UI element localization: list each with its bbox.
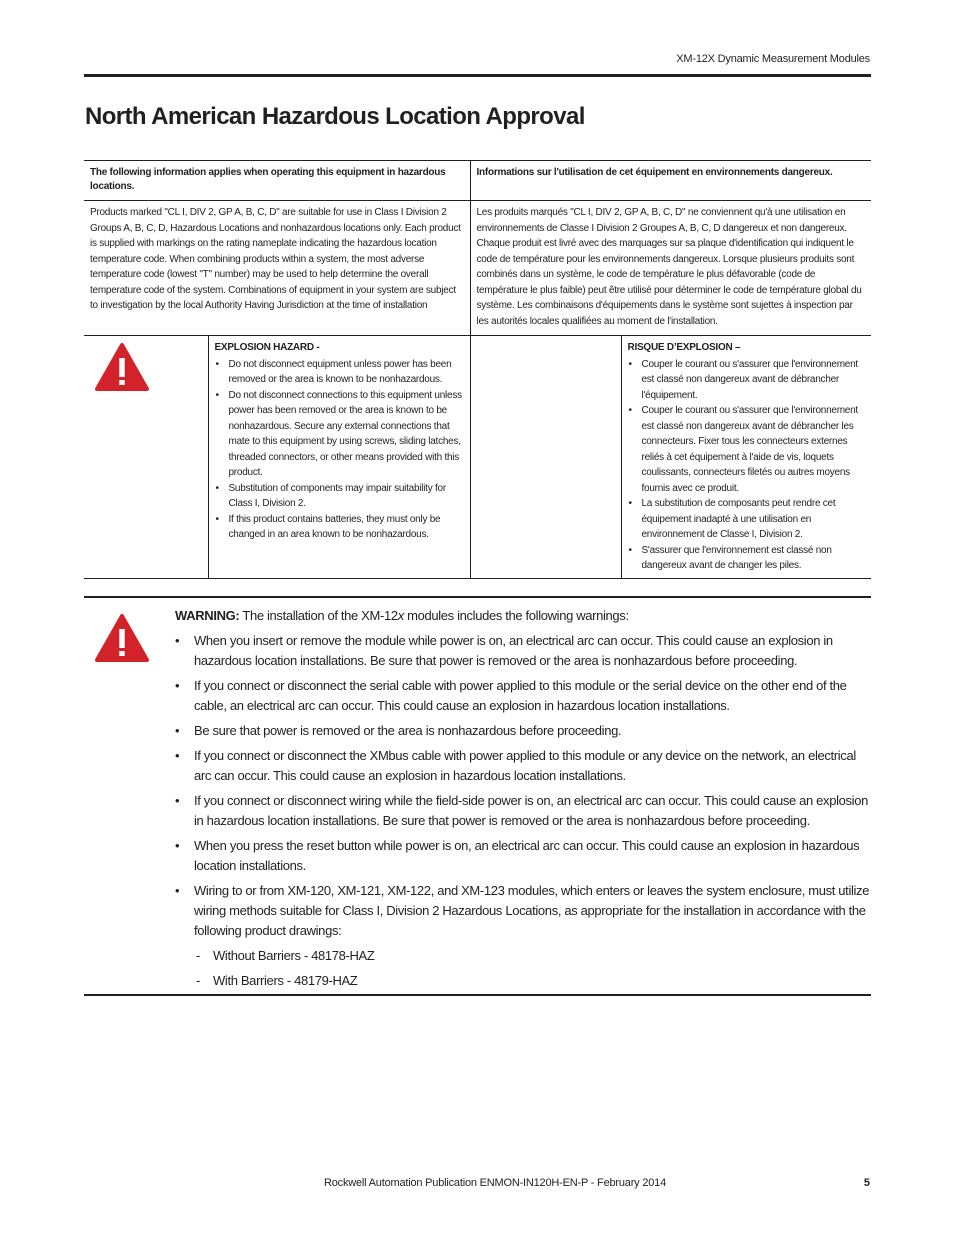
list-item: • S'assurer que l'environnement est classé non dangereux avant de changer les piles. [642,543,866,574]
explosion-hazard-label: EXPLOSION HAZARD - [214,342,320,353]
list-item: - With Barriers - 48179-HAZ [213,971,870,991]
list-item-wiring [194,881,870,991]
explosion-icon-cell-fr [470,336,621,579]
table-header-row [84,161,871,201]
table-header-fr: Informations sur l'utilisation de cet équipement en environnements dangereux. [470,161,871,201]
footer-publication: Rockwell Automation Publication ENMON-IN120H-EN-P - February 2014 [324,1177,666,1189]
product-drawings-list [194,946,870,991]
explosion-hazard-list-en [215,357,464,543]
page-number: 5 [863,1177,870,1189]
list-item: • Substitution of components may impair suitability for Class I, Division 2. [229,481,464,512]
warning-intro-text: The installation of the XM-12 [239,608,398,623]
list-item: - Without Barriers - 48178-HAZ [213,946,870,966]
list-item: • Do not disconnect connections to this equipment unless power has been removed or the area is known to be nonhazardous. Secure any external connections that mate to this equipment by using screws, sliding latches, threaded connectors, or other means provided with this product. [229,388,464,481]
list-item: • When you insert or remove the module while power is on, an electrical arc can occur. This could cause an explosion in hazardous location installations. Be sure that power is removed or the area is nonhazardous before proceeding. [194,631,870,671]
warning-text [175,606,870,996]
warning-keyword: WARNING: [175,608,240,623]
table-body-row [84,201,871,336]
risque-explosion-label: RISQUE D’EXPLOSION – [627,342,741,353]
list-item: • If you connect or disconnect wiring while the field-side power is on, an electrical arc can occur. This could cause an explosion in hazardous location installations. Be sure that power is removed or the area is nonhazardous before proceeding. [194,791,870,831]
header-rule [84,74,871,77]
warning-intro-italic: x [397,608,404,623]
list-item: • Couper le courant ou s'assurer que l'environnement est classé non dangereux avant de débrancher les connecteurs. Fixer tous les connecteurs externes reliés à cet équipement à l'aide de vis, loquets coulissants, connecteurs filetés ou autres moyens fournis avec ce produit. [642,403,866,496]
list-item: • If you connect or disconnect the serial cable with power applied to this module or the serial device on the other end of the cable, an electrical arc can occur. This could cause an explosion in hazardous location installations. [194,676,870,716]
list-item: • When you press the reset button while power is on, an electrical arc can occur. This could cause an explosion in hazardous location installations. [194,836,870,876]
warning-block [84,596,871,996]
hazardous-location-table [84,160,871,579]
page-title: North American Hazardous Location Approval [85,103,585,130]
warning-triangle-icon [94,342,150,392]
list-item: • Do not disconnect equipment unless power has been removed or the area is known to be nonhazardous. [229,357,464,388]
warning-intro-text-end: modules includes the following warnings: [403,608,629,623]
explosion-hazard-row [84,336,871,579]
list-item: • Be sure that power is removed or the area is nonhazardous before proceeding. [194,721,870,741]
running-header: XM-12X Dynamic Measurement Modules [676,53,870,65]
list-item: • Couper le courant ou s'assurer que l'environnement est classé non dangereux avant de débrancher l'équipement. [642,357,866,404]
table-body-en: Products marked "CL I, DIV 2, GP A, B, C, D" are suitable for use in Class I Division 2 Groups A, B, C, D, Hazardous Locations and nonhazardous locations only. Each product is supplied with markings on the rating nameplate indicating the hazardous location temperature code. When combining products within a system, the most adverse temperature code (lowest "T" number) may be used to help determine the overall temperature code of the system. Combinations of equipment in your system are subject to investigation by the local Authority Having Jurisdiction at the time of installation [84,201,470,336]
explosion-icon-cell-en [84,336,208,579]
wiring-text: Wiring to or from XM-120, XM-121, XM-122, and XM-123 modules, which enters or leaves the system enclosure, must utilize wiring methods suitable for Class I, Division 2 Hazardous Locations, as appropriate for the installation in accordance with the following product drawings: [194,883,870,938]
warning-intro [175,606,870,626]
table-header-en: The following information applies when operating this equipment in hazardous locations. [84,161,470,201]
warning-triangle-icon [94,613,150,663]
explosion-hazard-list-fr [628,357,866,574]
warning-list [175,631,870,991]
list-item: • La substitution de composants peut rendre cet équipement inadapté à une utilisation en environnement de Classe I, Division 2. [642,496,866,543]
list-item: • If this product contains batteries, they must only be changed in an area known to be nonhazardous. [229,512,464,543]
explosion-hazard-fr [621,336,871,579]
explosion-hazard-en [208,336,470,579]
table-body-fr: Les produits marqués "CL I, DIV 2, GP A, B, C, D" ne conviennent qu'à une utilisation en environnements de Classe I Division 2 Groupes A, B, C, D dangereux et non dangereux. Chaque produit est livré avec des marquages sur sa plaque d'identification qui indiquent le code de température pour les environnements dangereux. Lorsque plusieurs produits sont combinés dans un système, le code de température le plus défavorable (code de température le plus faible) peut être utilisé pour déterminer le code de température global du système. Les combinaisons d'équipements dans le système sont sujettes à inspection par les autorités locales qualifiées au moment de l'installation. [470,201,871,336]
list-item: • If you connect or disconnect the XMbus cable with power applied to this module or any device on the network, an electrical arc can occur. This could cause an explosion in hazardous location installations. [194,746,870,786]
